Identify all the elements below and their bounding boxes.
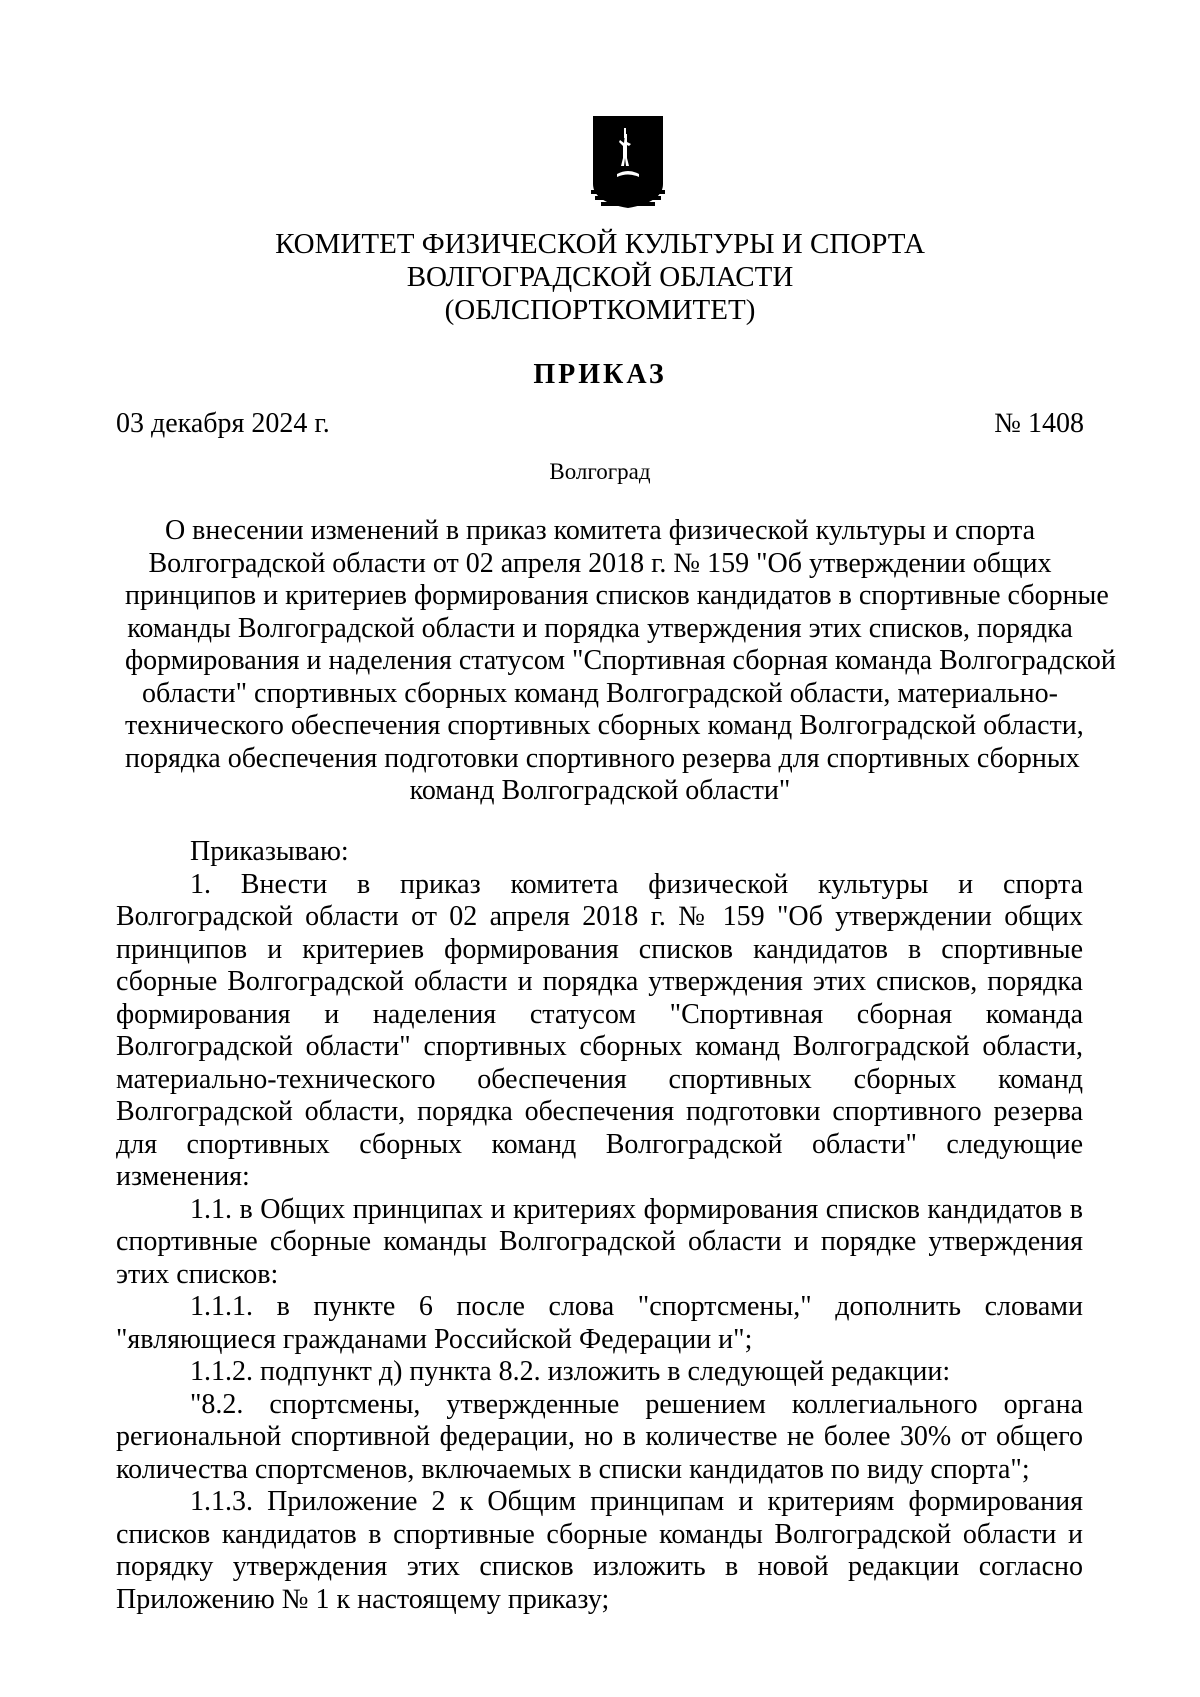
organization-name xyxy=(0,228,1200,327)
subject-line: области" спортивных сборных команд Волгоградской области, материально- xyxy=(142,677,1058,709)
document-city: Волгоград xyxy=(549,459,651,484)
paragraph-1-1-3: 1.1.3. Приложение 2 к Общим принципам и критериям формирования списков кандидатов в спортивные сборные команды Волгоградской области и порядку утверждения этих списков изложить в новой редакции согласно Приложению № 1 к настоящему приказу; xyxy=(116,1486,1083,1615)
subject-line: принципов и критериев формирования списков кандидатов в спортивные сборные xyxy=(125,580,1109,611)
subject-line: формирования и наделения статусом "Спортивная сборная команда Волгоградской xyxy=(125,645,1116,676)
subject-line: Волгоградской области от 02 апреля 2018 г. № 159 "Об утверждении общих xyxy=(148,547,1052,579)
paragraph-8-2: "8.2. спортсмены, утвержденные решением коллегиального органа региональной спортивной федерации, но в количестве не более 30% от общего количества спортсменов, включаемых в списки кандидатов по виду спорта"; xyxy=(116,1388,1083,1485)
region-emblem-icon xyxy=(591,114,665,210)
paragraph-1-1-2: 1.1.2. подпункт д) пункта 8.2. изложить в следующей редакции: xyxy=(190,1356,951,1387)
order-word: Приказываю: xyxy=(190,836,349,867)
document-date: 03 декабря 2024 г. xyxy=(116,408,330,439)
paragraph-1: 1. Внести в приказ комитета физической культуры и спорта Волгоградской области от 02 апреля 2018 г. № 159 "Об утверждении общих принципов и критериев формирования списков кандидатов в спортивные сборные Волгоградской области и порядка утверждения этих списков, порядка формирования и наделения статусом "Спортивная сборная команда Волгоградской области" спортивных сборных команд Волгоградской области, материально-технического обеспечения спортивных сборных команд Волгоградской области, порядка обеспечения подготовки спортивного резерва для спортивных сборных команд Волгоградской области" следующие изменения: xyxy=(116,868,1083,1192)
subject-line: О внесении изменений в приказ комитета физической культуры и спорта xyxy=(164,515,1036,546)
org-line-3: (ОБЛСПОРТКОМИТЕТ) xyxy=(444,294,756,326)
org-line-2: ВОЛГОГРАДСКОЙ ОБЛАСТИ xyxy=(406,261,794,293)
document-body xyxy=(116,836,1083,1616)
document-type: ПРИКАЗ xyxy=(533,359,667,390)
subject-line: технического обеспечения спортивных сборных команд Волгоградской области, xyxy=(125,710,1084,741)
document-number: № 1408 xyxy=(994,408,1084,439)
org-line-1: КОМИТЕТ ФИЗИЧЕСКОЙ КУЛЬТУРЫ И СПОРТА xyxy=(275,228,925,260)
subject-line: порядка обеспечения подготовки спортивного резерва для спортивных сборных xyxy=(125,742,1080,774)
paragraph-1-1-1: 1.1.1. в пункте 6 после слова "спортсмены," дополнить словами "являющиеся гражданами Российской Федерации и"; xyxy=(116,1291,1083,1355)
paragraph-1-1: 1.1. в Общих принципах и критериях формирования списков кандидатов в спортивные сборные команды Волгоградской области и порядке утверждения этих списков: xyxy=(116,1193,1083,1290)
document-subject xyxy=(125,515,1116,808)
subject-line: команд Волгоградской области" xyxy=(409,775,791,806)
subject-line: команды Волгоградской области и порядка утверждения этих списков, порядка xyxy=(127,612,1073,644)
